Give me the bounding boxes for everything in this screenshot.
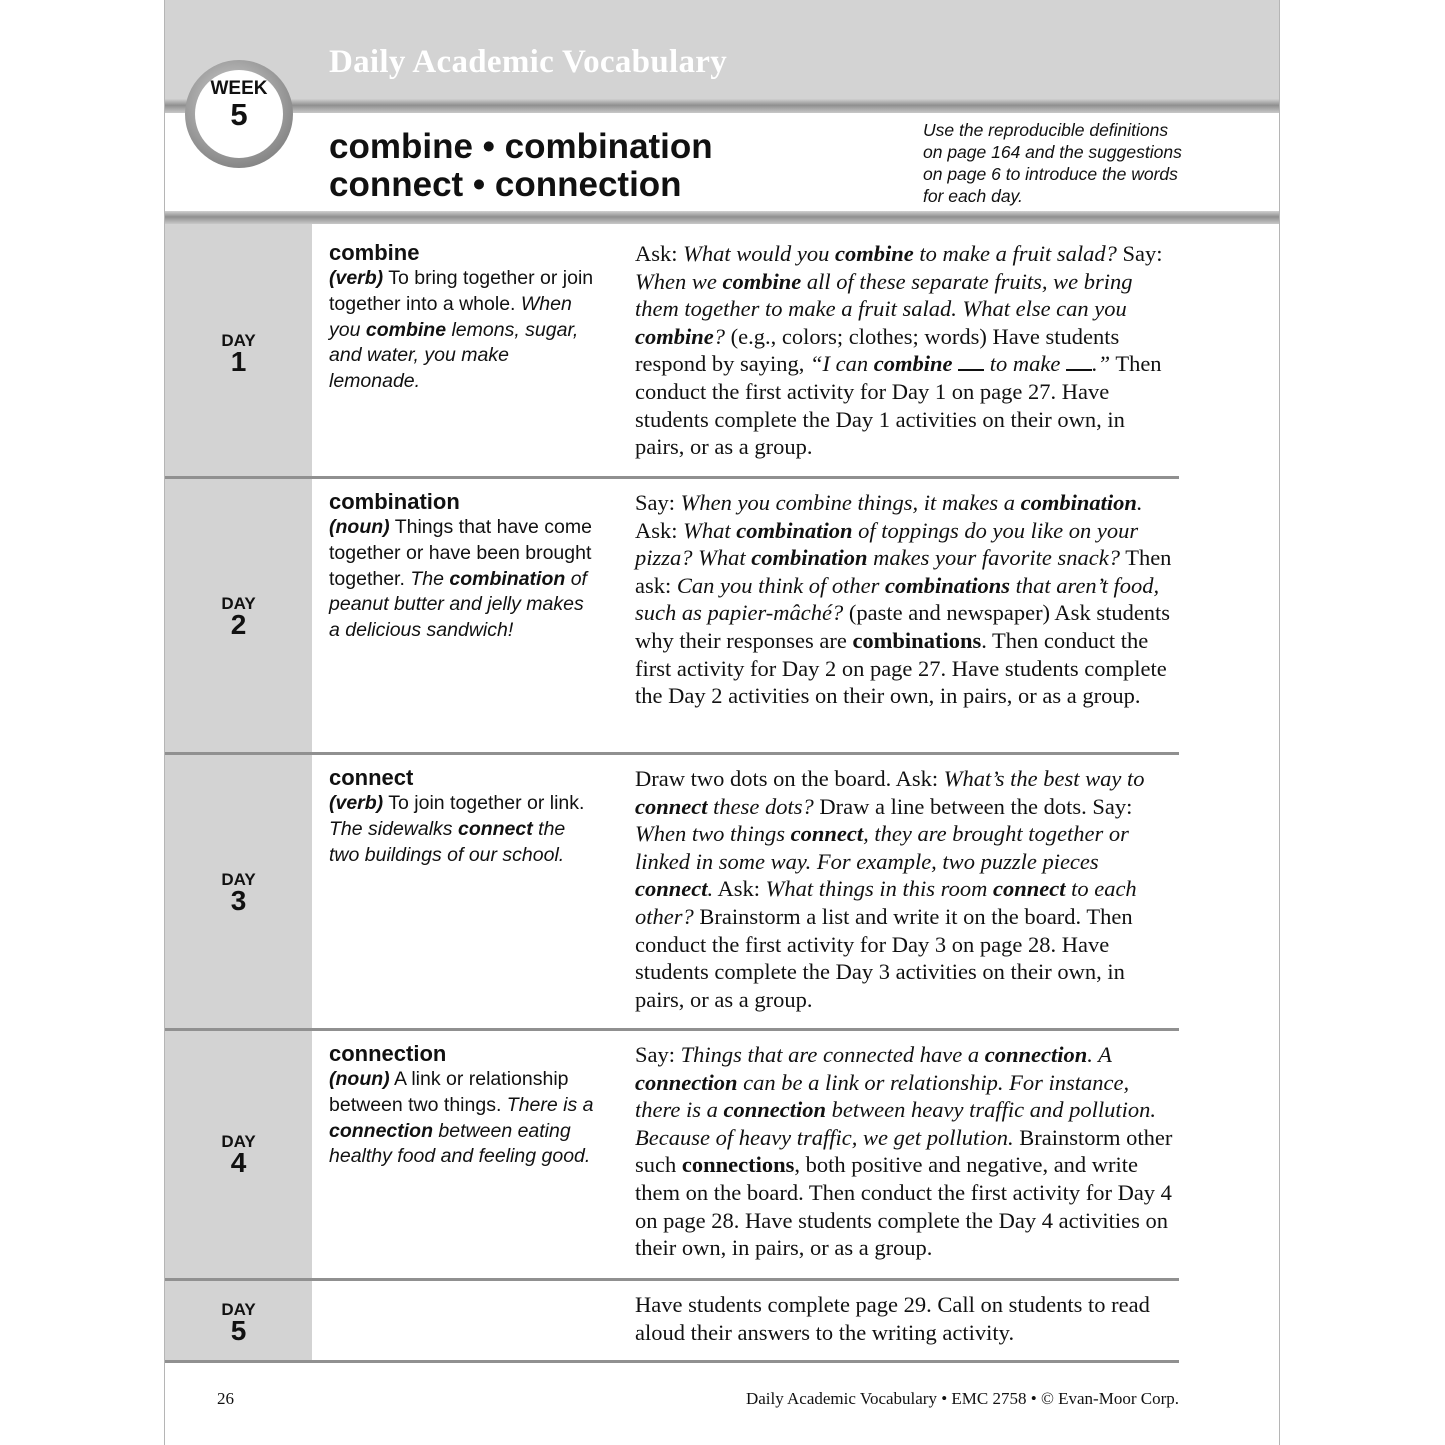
term-definition — [329, 240, 594, 395]
part-of-speech: (noun) — [329, 1068, 390, 1090]
worksheet-page — [164, 0, 1280, 1445]
week-words — [329, 128, 713, 204]
day-label: DAY 2 — [165, 595, 312, 638]
day-row-2 — [165, 479, 1179, 752]
term-word: connect — [329, 765, 414, 790]
answer-blank — [958, 357, 984, 371]
term-word: connection — [329, 1041, 447, 1066]
term-word: combine — [329, 240, 420, 265]
part-of-speech: (verb) — [329, 792, 384, 814]
day-label: DAY 4 — [165, 1133, 312, 1176]
week-label: WEEK — [210, 78, 268, 99]
day-label: DAY 5 — [165, 1301, 312, 1344]
term-definition — [329, 765, 594, 868]
definition-text: To join together or link. — [383, 792, 585, 814]
activity-text: Have students complete page 29. Call on students to read aloud their answers to the writing activity. — [635, 1292, 1150, 1345]
term-definition — [329, 1041, 594, 1170]
words-line-1: combine • combination — [329, 127, 713, 166]
activity-text: Draw two dots on the board. Ask: What’s the best way to connect these dots? Draw a line between the dots. Say: When two things connect, they are brought together or linked in some way. For example, two puzzle pieces connect. Ask: What things in this room connect to each other? Brainstorm a list and write it on the board. Then conduct the first activity for Day 3 on page 28. Have students complete the Day 3 activities on their own, in pairs, or as a group. — [635, 766, 1145, 1012]
term-word: combination — [329, 489, 460, 514]
day-number: 1 — [230, 346, 247, 377]
definition-text: A link or relationship between two things. — [329, 1068, 569, 1116]
day-row-3 — [165, 755, 1179, 1028]
day-label: DAY 1 — [165, 332, 312, 375]
example-sentence: The combination of peanut butter and jelly makes a delicious sandwich! — [329, 567, 587, 642]
part-of-speech: (noun) — [329, 516, 390, 538]
page-number: 26 — [217, 1389, 234, 1408]
series-title: Daily Academic Vocabulary — [329, 44, 728, 80]
header-rule-bottom — [165, 211, 1279, 224]
day-number: 3 — [230, 885, 247, 916]
words-line-2: connect • connection — [329, 165, 682, 204]
activity-text: Say: Things that are connected have a connection. A connection can be a link or relationship. For instance, there is a connection between heavy traffic and pollution. Because of heavy traffic, we get pollution. Brainstorm other such connections, both positive and negative, and write them on the board. Then conduct the first activity for Day 4 on page 28. Have students complete the Day 4 activities on their own, in pairs, or as a group. — [635, 1042, 1173, 1261]
footer-credit: Daily Academic Vocabulary • EMC 2758 • © Evan-Moor Corp. — [745, 1389, 1179, 1408]
part-of-speech: (verb) — [329, 267, 384, 289]
example-sentence: There is a connection between eating healthy food and feeling good. — [329, 1093, 594, 1168]
example-sentence: When you combine lemons, sugar, and water, you make lemonade. — [329, 292, 579, 393]
week-number: 5 — [230, 97, 248, 132]
day-number: 4 — [230, 1147, 247, 1178]
answer-blank — [1066, 357, 1092, 371]
row-divider — [165, 1360, 1179, 1363]
day-row-5 — [165, 1281, 1179, 1360]
header-rule-top — [165, 99, 1279, 113]
day-row-1 — [165, 224, 1179, 476]
week-badge — [195, 70, 283, 158]
day-number: 5 — [230, 1315, 247, 1346]
definition-text: To bring together or join together into a whole. — [329, 267, 594, 315]
instructions-note: Use the reproducible definitions on page 164 and the suggestions on page 6 to introduce the words for each day. — [923, 120, 1182, 206]
definition-text: Things that have come together or have been brought together. — [329, 516, 592, 590]
day-row-4 — [165, 1031, 1179, 1278]
day-number: 2 — [230, 609, 247, 640]
activity-text: Ask: What would you combine to make a fruit salad? Say: When we combine all of these separate fruits, we bring them together to make a fruit salad. What else can you combine? (e.g., colors; clothes; words) Have students respond by saying, “I can combine to make .” Then conduct the first activity for Day 1 on page 27. Have students complete the Day 1 activities on their own, in pairs, or as a group. — [635, 241, 1163, 460]
activity-text: Say: When you combine things, it makes a combination. Ask: What combination of toppings do you like on your pizza? What combination makes your favorite snack? Then ask: Can you think of other combinations that aren’t food, such as papier-mâché? (paste and newspaper) Ask students why their responses are combinations. Then conduct the first activity for Day 2 on page 27. Have students complete the Day 2 activities on their own, in pairs, or as a group. — [635, 490, 1172, 709]
term-definition — [329, 489, 594, 644]
day-label: DAY 3 — [165, 871, 312, 914]
example-sentence: The sidewalks connect the two buildings of our school. — [329, 817, 566, 866]
